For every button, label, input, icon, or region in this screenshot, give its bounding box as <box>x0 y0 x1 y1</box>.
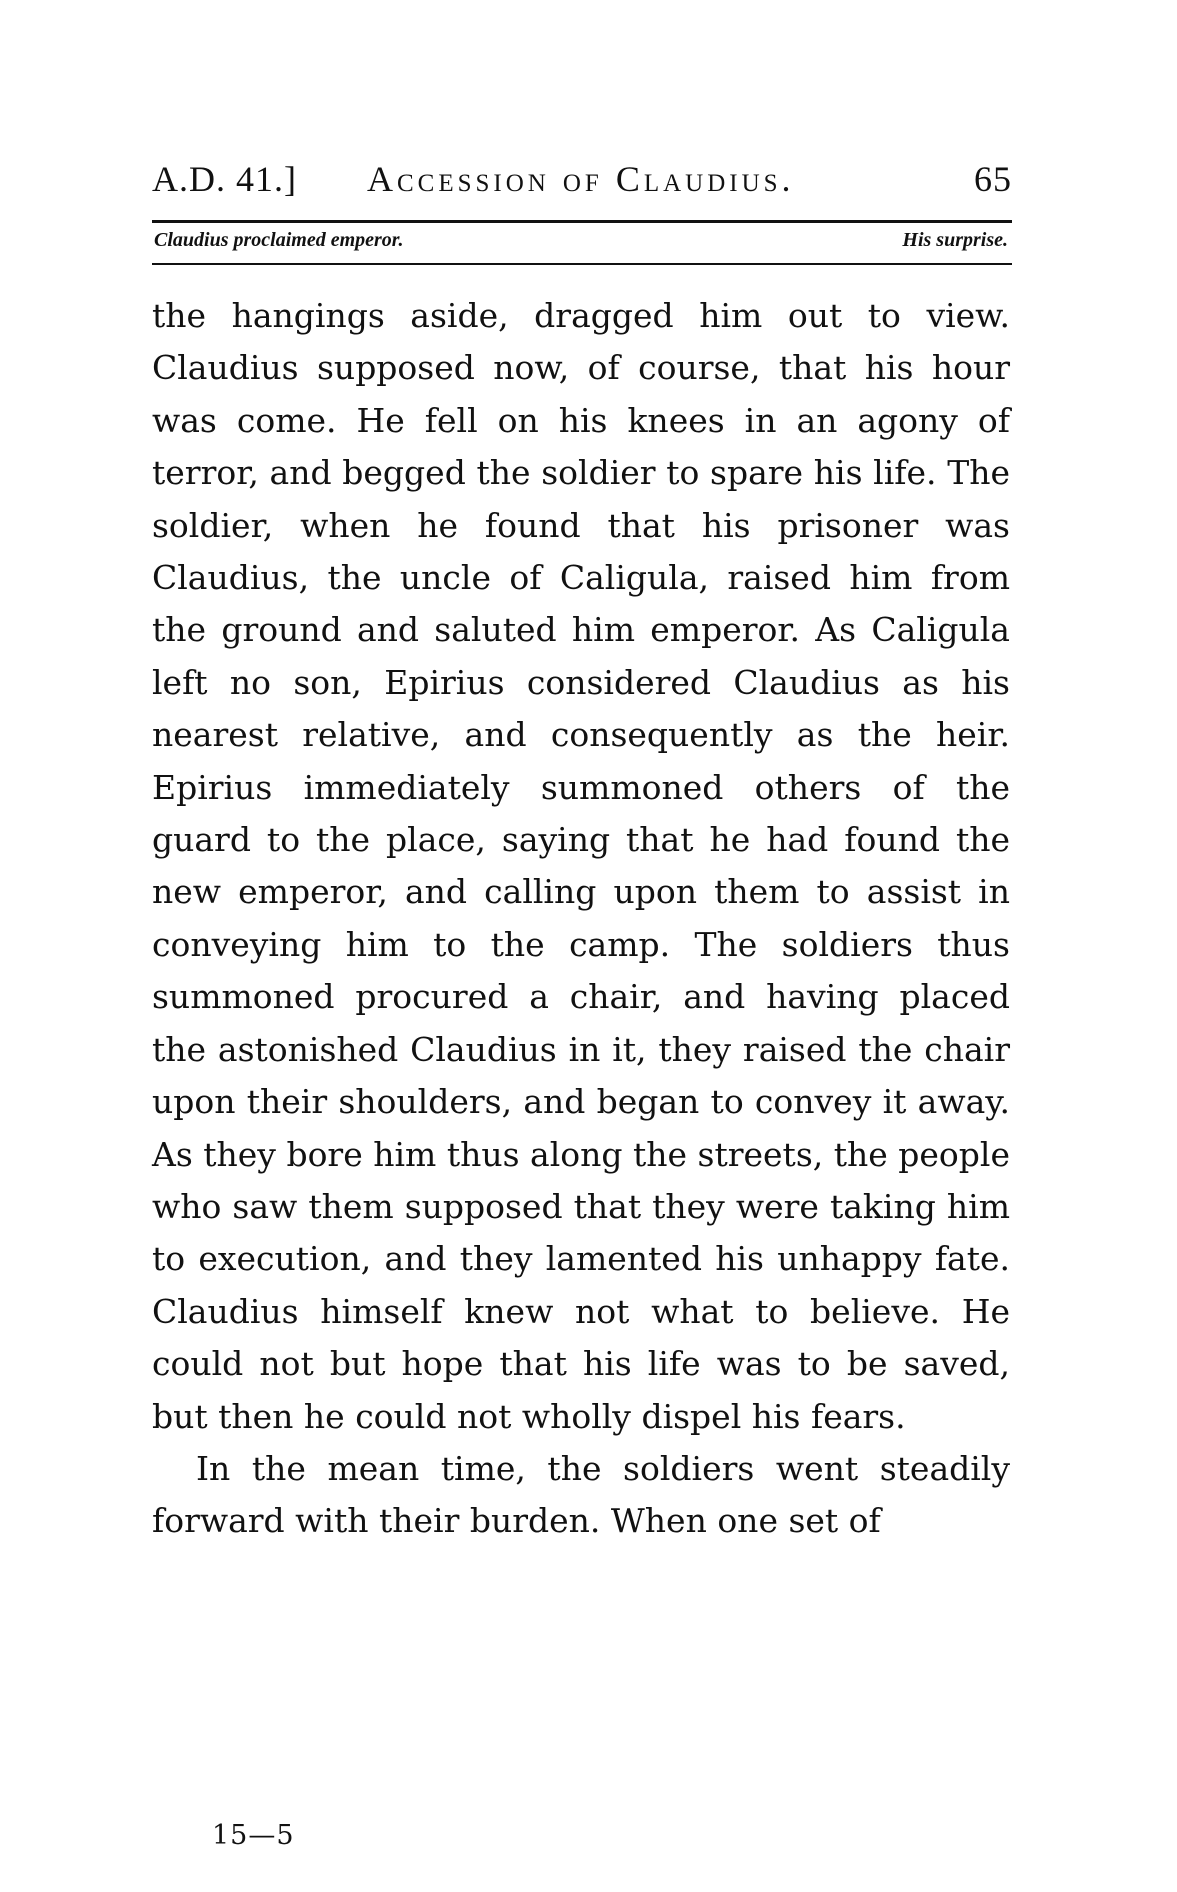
subhead-right: His surprise. <box>902 229 1008 251</box>
page-number: 65 <box>974 159 1012 199</box>
paragraph-2: In the mean time, the soldiers went steadily forward with their burden. When one set of <box>152 1448 1010 1541</box>
header-date: A.D. 41.] <box>152 159 297 199</box>
running-head <box>152 150 1012 210</box>
marginal-subheads <box>152 220 1012 265</box>
paragraph-1: the hangings aside, dragged him out to view. Claudius supposed now, of course, that his hour was come. He fell on his knees in an agony of terror, and begged the soldier to spare his life. The soldier, when he found that his prisoner was Claudius, the uncle of Caligula, raised him from the ground and saluted him emperor. As Caligula left no son, Epirius considered Claudius as his nearest relative, and consequently as the heir. Epirius immediately summoned others of the guard to the place, saying that he had found the new emperor, and calling upon them to assist in conveying him to the camp. The soldiers thus summoned procured a chair, and having placed the astonished Claudius in it, they raised the chair upon their shoulders, and began to convey it away. As they bore him thus along the streets, the people who saw them supposed that they were taking him to execution, and they lamented his unhappy fate. Claudius himself knew not what to believe. He could not but hope that his life was to be saved, but then he could not wholly dispel his fears. <box>152 296 1010 1436</box>
body-text <box>152 290 1010 1548</box>
signature-mark: 15—5 <box>212 1820 295 1851</box>
subhead-left: Claudius proclaimed emperor. <box>154 229 404 251</box>
chapter-title: Accession of Claudius. <box>367 159 795 199</box>
